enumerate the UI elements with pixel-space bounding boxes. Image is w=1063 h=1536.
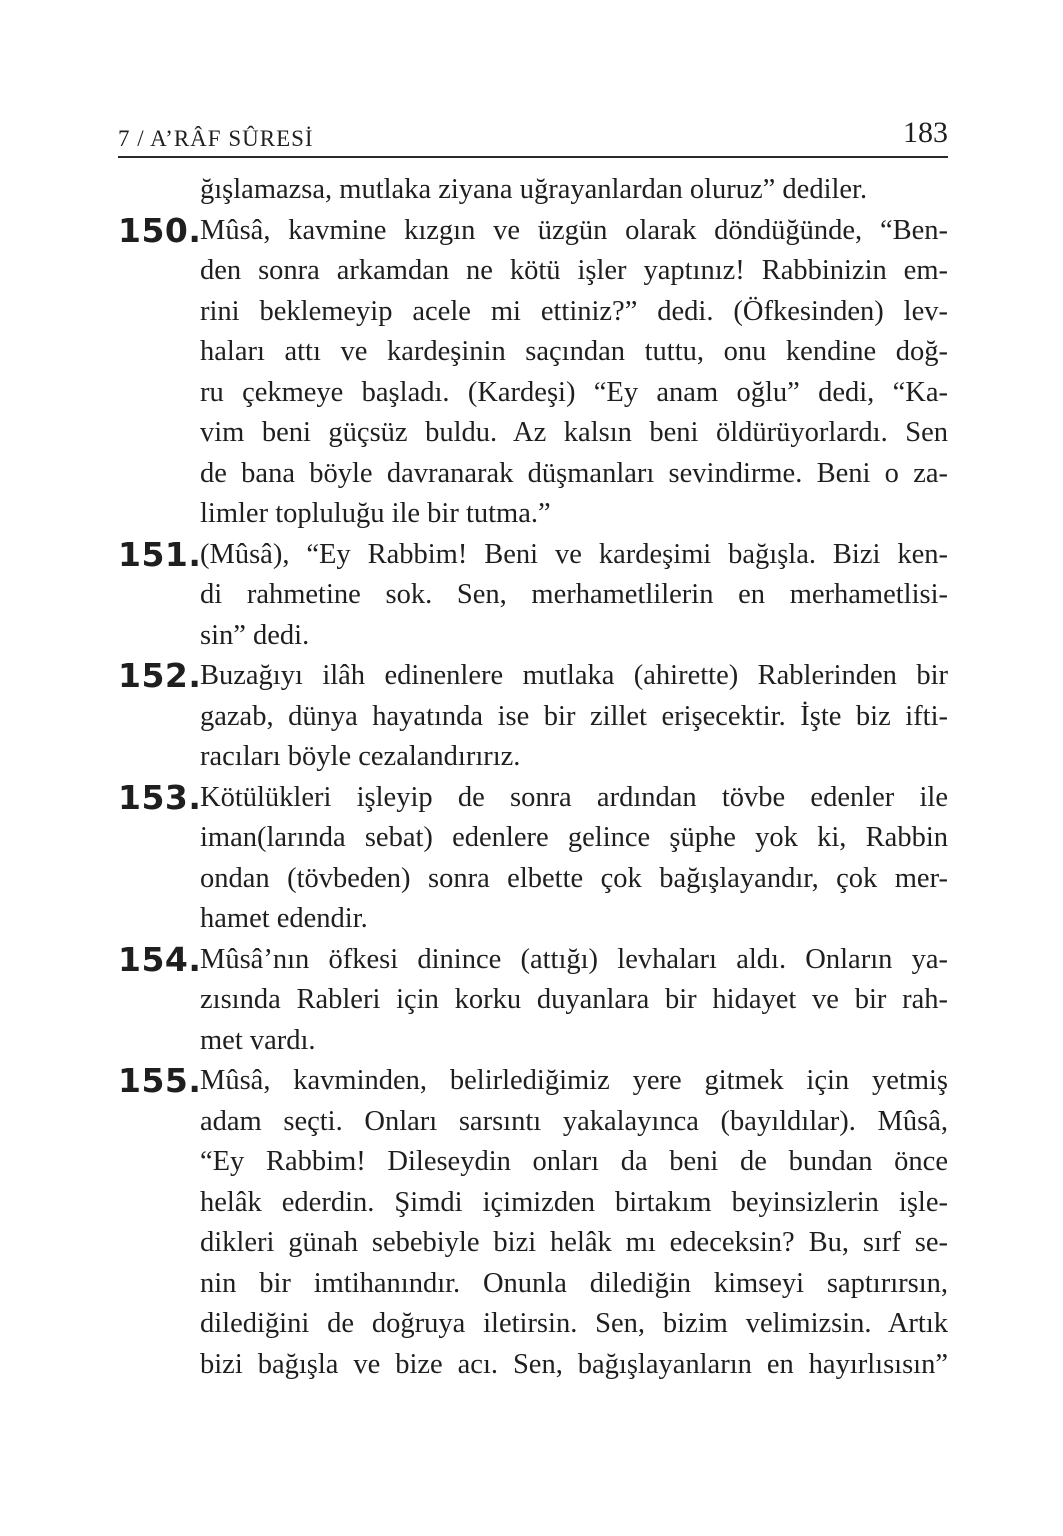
- page-body: [118, 170, 948, 1385]
- verse-text: [200, 778, 948, 940]
- verse-text: [200, 1061, 948, 1385]
- text-line: helâk ederdin. Şimdi içimizden birtakım beyinsizlerin işle-: [200, 1186, 948, 1218]
- text-line: den sonra arkamdan ne kötü işler yaptınız! Rabbinizin em-: [200, 255, 948, 286]
- verse-150: [118, 211, 948, 535]
- verse-number: 151.: [118, 534, 202, 574]
- text-line: sin” dedi.: [200, 619, 310, 651]
- text-line: dikleri günah sebebiyle bizi helâk mı edeceksin? Bu, sırf se-: [200, 1227, 948, 1258]
- text-line: hamet edendir.: [200, 903, 368, 934]
- verse-number: 152.: [118, 656, 202, 695]
- verse-number: 155.: [118, 1061, 202, 1100]
- text-line: Mûsâ’nın öfkesi dinince (attığı) levhaları aldı. Onların ya-: [200, 943, 948, 975]
- text-line: Mûsâ, kavminden, belirlediğimiz yere gitmek için yetmiş: [200, 1065, 948, 1096]
- text-line: racıları böyle cezalandırırız.: [200, 741, 521, 772]
- text-line: ğışlamazsa, mutlaka ziyana uğrayanlardan oluruz” dediler.: [200, 174, 868, 205]
- page-number: 183: [903, 116, 948, 149]
- text-line: Mûsâ, kavmine kızgın ve üzgün olarak döndüğünde, “Ben-: [200, 214, 948, 246]
- running-head: 7 / A’RÂF SÛRESİ: [118, 126, 314, 151]
- text-line: met vardı.: [200, 1024, 316, 1056]
- text-line: Kötülükleri işleyip de sonra ardından tövbe edenler ile: [200, 781, 948, 813]
- verse-number: 150.: [118, 210, 202, 250]
- verse-155: [118, 1061, 948, 1385]
- text-line: limler topluluğu ile bir tutma.”: [200, 498, 551, 529]
- verse-text: [200, 940, 948, 1062]
- text-line: Buzağıyı ilâh edinenlere mutlaka (ahirette) Rablerinden bir: [200, 660, 948, 691]
- verse-154: [118, 940, 948, 1062]
- verse-number: 154.: [118, 939, 202, 979]
- verse-153: [118, 778, 948, 940]
- verse-continuation: [118, 170, 948, 211]
- text-line: zısında Rableri için korku duyanlara bir hidayet ve bir rah-: [200, 984, 948, 1015]
- verse-number: 153.: [118, 777, 202, 817]
- text-line: ondan (tövbeden) sonra elbette çok bağışlayandır, çok mer-: [200, 862, 948, 894]
- verse-text: [200, 170, 948, 211]
- text-line: haları attı ve kardeşinin saçından tuttu, onu kendine doğ-: [200, 336, 948, 367]
- text-line: iman(larında sebat) edenlere gelince şüphe yok ki, Rabbin: [200, 822, 948, 853]
- verse-text: [200, 656, 948, 778]
- text-line: dilediğini de doğruya iletirsin. Sen, bizim velimizsin. Artık: [200, 1308, 948, 1339]
- verse-text: [200, 535, 948, 657]
- text-line: (Mûsâ), “Ey Rabbim! Beni ve kardeşimi bağışla. Bizi ken-: [200, 538, 948, 570]
- verse-text: [200, 211, 948, 535]
- text-line: di rahmetine sok. Sen, merhametlilerin en merhametlisi-: [200, 579, 948, 610]
- text-line: ru çekmeye başladı. (Kardeşi) “Ey anam oğlu” dedi, “Ka-: [200, 376, 948, 408]
- text-line: rini beklemeyip acele mi ettiniz?” dedi. (Öfkesinden) lev-: [200, 295, 948, 327]
- text-line: gazab, dünya hayatında ise bir zillet erişecektir. İşte biz ifti-: [200, 700, 948, 732]
- text-line: bizi bağışla ve bize acı. Sen, bağışlayanların en hayırlısısın”: [200, 1348, 948, 1380]
- text-line: de bana böyle davranarak düşmanları sevindirme. Beni o za-: [200, 457, 948, 489]
- page-header: [118, 112, 948, 158]
- text-line: “Ey Rabbim! Dileseydin onları da beni de bundan önce: [200, 1146, 948, 1177]
- verse-151: [118, 535, 948, 657]
- text-line: adam seçti. Onları sarsıntı yakalayınca (bayıldılar). Mûsâ,: [200, 1105, 948, 1137]
- text-line: nin bir imtihanındır. Onunla dilediğin kimseyi saptırırsın,: [200, 1267, 948, 1299]
- verse-152: [118, 656, 948, 778]
- text-line: vim beni güçsüz buldu. Az kalsın beni öldürüyorlardı. Sen: [200, 417, 948, 448]
